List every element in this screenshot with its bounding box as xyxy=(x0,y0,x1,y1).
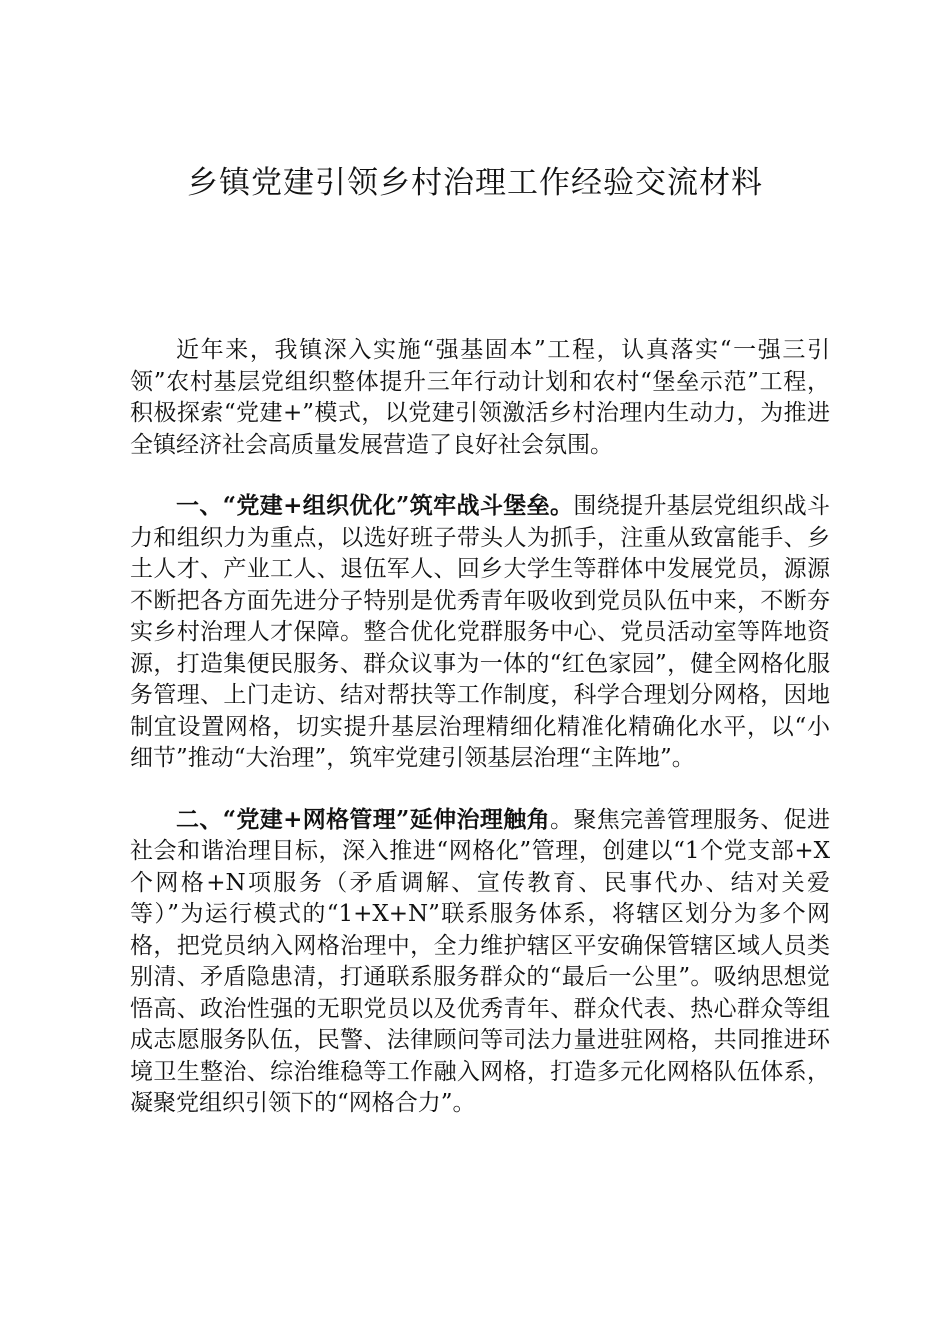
section-paragraph-1 xyxy=(130,490,830,775)
section-paragraph-2 xyxy=(130,804,830,1120)
section-body-2: 。聚焦完善管理服务、促进社会和谐治理目标，深入推进“网格化”管理，创建以“1个党支部+X个网格+N项服务（矛盾调解、宣传教育、民事代办、结对关爱等）”为运行模式的“1+X+N”联系服务体系，将辖区划分为多个网格，把党员纳入网格治理中，全力维护辖区平安确保管辖区域人员类别清、矛盾隐患清，打通联系服务群众的“最后一公里”。吸纳思想觉悟高、政治性强的无职党员以及优秀青年、群众代表、热心群众等组成志愿服务队伍，民警、法律顾问等司法力量进驻网格，共同推进环境卫生整治、综治维稳等工作融入网格，打造多元化网格队伍体系，凝聚党组织引领下的“网格合力”。 xyxy=(130,806,831,1116)
intro-paragraph: 近年来，我镇深入实施“强基固本”工程，认真落实“一强三引领”农村基层党组织整体提升三年行动计划和农村“堡垒示范”工程，积极探索“党建+”模式，以党建引领激活乡村治理内生动力，为推进全镇经济社会高质量发展营造了良好社会氛围。 xyxy=(130,337,830,458)
section-heading-1: 一、“党建+组织优化”筑牢战斗堡垒。 xyxy=(176,492,574,519)
section-body-1: 围绕提升基层党组织战斗力和组织力为重点，以选好班子带头人为抓手，注重从致富能手、乡土人才、产业工人、退伍军人、回乡大学生等群体中发展党员，源源不断把各方面先进分子特别是优秀青年吸收到党员队伍中来，不断夯实乡村治理人才保障。整合优化党群服务中心、党员活动室等阵地资源，打造集便民服务、群众议事为一体的“红色家园”，健全网格化服务管理、上门走访、结对帮扶等工作制度，科学合理划分网格，因地制宜设置网格，切实提升基层治理精细化精准化精确化水平，以“小细节”推动“大治理”，筑牢党建引领基层治理“主阵地”。 xyxy=(130,493,831,771)
document-title: 乡镇党建引领乡村治理工作经验交流材料 xyxy=(187,165,763,201)
document-body xyxy=(130,335,830,1149)
section-heading-2: 二、“党建+网格管理”延伸治理触角 xyxy=(176,805,550,833)
